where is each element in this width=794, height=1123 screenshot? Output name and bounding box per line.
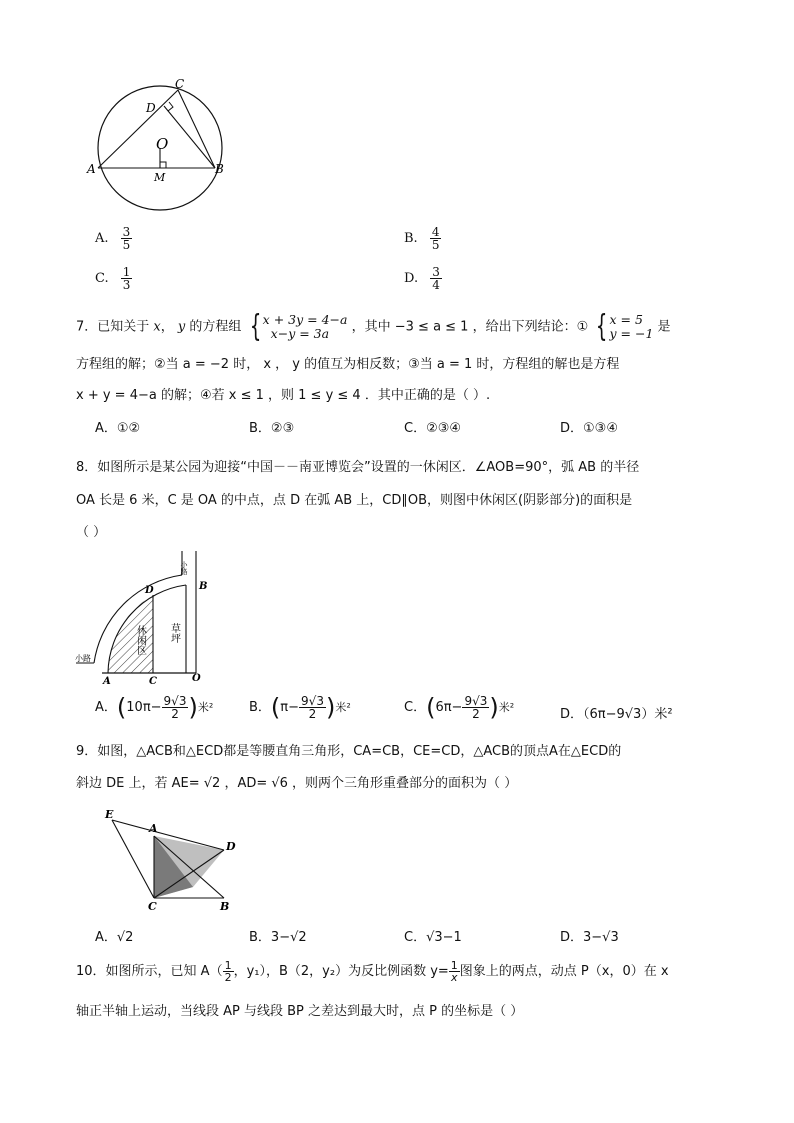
fraction: $\frac{1}{2}$ [224, 959, 232, 984]
fraction: $\frac{9√3}{2}$ [301, 694, 324, 721]
q8-option-d[interactable]: D．（6π−9√3）米² [560, 707, 673, 722]
q6-option-d[interactable]: D. $\frac{3}{4}$ [404, 265, 440, 292]
label-o: O [156, 135, 169, 153]
q7-option-b[interactable]: B．②③ [249, 421, 295, 436]
equation-system: { x + 3y = 4−a x−y = 3a [249, 309, 348, 344]
label-a: A [103, 676, 111, 685]
q9-line-2: 斜边 DE 上，若 AE= √2 ，AD= √6 ，则两个三角形重叠部分的面积为（ ） [76, 776, 518, 791]
label-c: C [148, 900, 157, 913]
q6-option-c[interactable]: C. $\frac{1}{3}$ [95, 265, 131, 292]
label-d: D [145, 585, 154, 596]
label-m: M [154, 171, 166, 184]
q9-option-a[interactable]: A．√2 [95, 930, 134, 945]
label-road-left: 小路 [75, 654, 91, 663]
q7-option-c[interactable]: C．②③④ [404, 421, 462, 436]
right-angle-d [168, 102, 173, 111]
label-b: B [215, 162, 224, 176]
label-d: D [146, 101, 156, 115]
q7-option-d[interactable]: D．①③④ [560, 421, 618, 436]
rest-area-shaded [108, 595, 153, 673]
q6-option-b[interactable]: B. $\frac{4}{5}$ [404, 225, 440, 252]
label-d: D [226, 840, 236, 853]
segment-ec [112, 820, 154, 898]
q7-line-2: 方程组的解；②当 a = −2 时， x ， y 的值互为相反数；③当 a = 1 时，方程组的解也是方程 [76, 357, 620, 372]
label-road-top: 小路 [180, 561, 188, 575]
fraction: $\frac{1}{3}$ [122, 265, 131, 292]
q8-line-3: （ ） [76, 525, 107, 540]
fraction: $\frac{3}{5}$ [122, 225, 131, 252]
label-rest-area: 休闲区 [134, 625, 146, 655]
right-angle-m [160, 162, 166, 168]
q8-line-2: OA 长是 6 米，C 是 OA 的中点，点 D 在弧 AB 上，CD∥OB，则图中休闲区(阴影部分)的面积是 [76, 493, 633, 508]
q6-circle-figure [84, 78, 234, 218]
label-e: E [105, 808, 114, 821]
q9-option-c[interactable]: C．√3−1 [404, 930, 462, 945]
q8-park-figure [72, 545, 212, 685]
label-o: O [192, 673, 201, 684]
q8-line-1: 8．如图所示是某公园为迎接“中国－－南亚博览会”设置的一休闲区．∠AOB=90°，弧 AB 的半径 [76, 460, 640, 475]
q7-line-3: x + y = 4−a 的解；④若 x ≤ 1 ，则 1 ≤ y ≤ 4 ．其中正确的是（ ）. [76, 388, 491, 403]
q8-option-b[interactable]: B．(π− $\frac{9√3}{2}$ )米² [249, 693, 351, 722]
q8-option-a[interactable]: A．(10π− $\frac{9√3}{2}$ )米² [95, 693, 214, 722]
q9-line-1: 9．如图，△ACB和△ECD都是等腰直角三角形，CA=CB，CE=CD，△ACB的顶点A在△ECD的 [76, 744, 622, 759]
fraction: $\frac{3}{4}$ [432, 265, 440, 292]
fraction: $\frac{9√3}{2}$ [464, 694, 488, 721]
q6-option-a[interactable]: A. $\frac{3}{5}$ [95, 225, 131, 252]
fraction: $\frac{1}{x}$ [450, 959, 458, 984]
q9-option-d[interactable]: D．3−√3 [560, 930, 619, 945]
label-b: B [199, 581, 208, 592]
fraction: $\frac{9√3}{2}$ [163, 694, 187, 721]
q10-line-1: 10．如图所示，已知 A（ $\frac{1}{2}$ ，y₁），B（2，y₂）为反比例函数 y= $\frac{1}{x}$ 图象上的两点，动点 P（x，0）在 x [76, 959, 669, 984]
label-b: B [220, 900, 230, 913]
q9-triangle-figure [100, 806, 250, 916]
label-a: A [87, 162, 96, 176]
solution-system: { x = 5 y = −1 [596, 309, 654, 344]
label-a: A [149, 822, 158, 835]
label-c: C [149, 676, 157, 685]
q9-option-b[interactable]: B．3−√2 [249, 930, 307, 945]
q7-line-1: 7．已知关于 x， y 的方程组 { x + 3y = 4−a x−y = 3a ，其中 −3 ≤ a ≤ 1 ，给出下列结论：① { x = 5 y = −1 是 [76, 309, 671, 344]
label-lawn: 草坪 [168, 623, 180, 643]
chord-ac [98, 90, 178, 168]
q8-option-c[interactable]: C．(6π− $\frac{9√3}{2}$ )米² [404, 693, 515, 722]
fraction: $\frac{4}{5}$ [431, 225, 440, 252]
q7-option-a[interactable]: A．①② [95, 421, 141, 436]
q10-line-2: 轴正半轴上运动，当线段 AP 与线段 BP 之差达到最大时，点 P 的坐标是（ ） [76, 1004, 524, 1019]
label-c: C [175, 78, 185, 91]
